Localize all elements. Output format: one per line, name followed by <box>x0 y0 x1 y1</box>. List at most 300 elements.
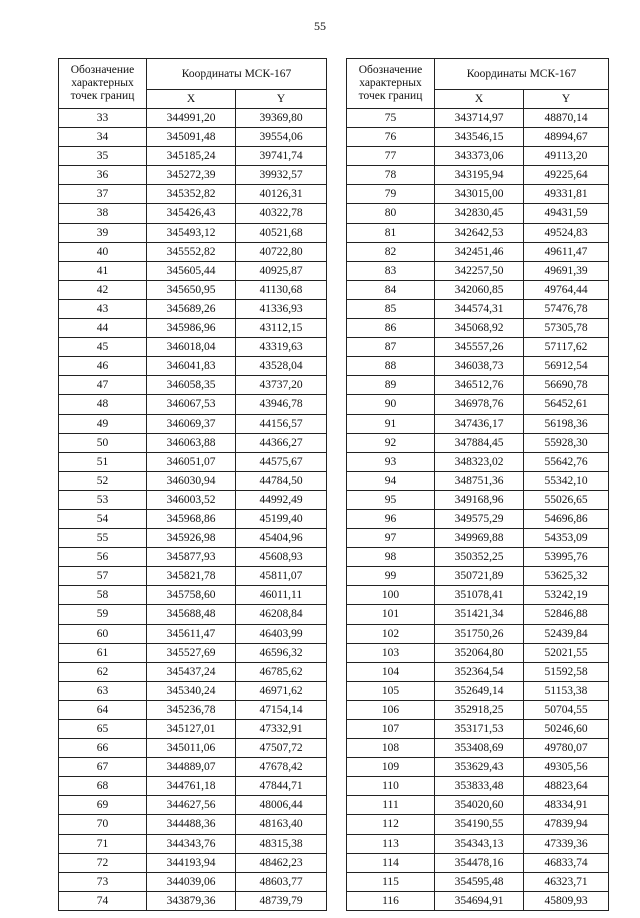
table-row <box>347 166 609 185</box>
y-coordinate-cell: 46323,71 <box>524 872 609 891</box>
table-row <box>347 357 609 376</box>
x-coordinate-cell: 345552,82 <box>147 242 236 261</box>
table-row <box>347 319 609 338</box>
point-number-cell: 45 <box>59 338 147 357</box>
y-coordinate-cell: 46971,62 <box>236 681 327 700</box>
y-coordinate-cell: 43528,04 <box>236 357 327 376</box>
x-coordinate-cell: 352649,14 <box>435 681 524 700</box>
point-number-cell: 70 <box>59 815 147 834</box>
table-row <box>59 643 327 662</box>
table-row <box>59 223 327 242</box>
y-coordinate-cell: 57305,78 <box>524 319 609 338</box>
x-coordinate-cell: 345986,96 <box>147 319 236 338</box>
point-number-cell: 69 <box>59 796 147 815</box>
y-coordinate-cell: 44784,50 <box>236 471 327 490</box>
point-number-cell: 84 <box>347 280 435 299</box>
point-number-cell: 39 <box>59 223 147 242</box>
table-row <box>347 700 609 719</box>
page-number: 55 <box>314 19 326 33</box>
point-number-cell: 93 <box>347 452 435 471</box>
table-row <box>347 376 609 395</box>
point-number-cell: 90 <box>347 395 435 414</box>
point-number-cell: 33 <box>59 109 147 128</box>
y-coordinate-cell: 47332,91 <box>236 720 327 739</box>
x-coordinate-cell: 346051,07 <box>147 452 236 471</box>
y-coordinate-cell: 44992,49 <box>236 490 327 509</box>
y-coordinate-cell: 47839,94 <box>524 815 609 834</box>
table-row <box>347 853 609 872</box>
y-coordinate-cell: 39554,06 <box>236 128 327 147</box>
table-row <box>59 338 327 357</box>
coordinates-header: Координаты МСК-167 <box>435 59 609 90</box>
x-coordinate-cell: 345605,44 <box>147 261 236 280</box>
y-coordinate-cell: 48739,79 <box>236 891 327 910</box>
table-row <box>347 471 609 490</box>
table-row <box>59 624 327 643</box>
x-coordinate-cell: 342830,45 <box>435 204 524 223</box>
x-coordinate-cell: 342642,53 <box>435 223 524 242</box>
x-coordinate-cell: 343546,15 <box>435 128 524 147</box>
point-number-cell: 105 <box>347 681 435 700</box>
y-coordinate-cell: 54353,09 <box>524 529 609 548</box>
table-row <box>347 204 609 223</box>
table-row <box>59 357 327 376</box>
x-coordinate-cell: 344889,07 <box>147 758 236 777</box>
point-number-cell: 94 <box>347 471 435 490</box>
table-row <box>347 261 609 280</box>
point-number-cell: 83 <box>347 261 435 280</box>
x-coordinate-cell: 345185,24 <box>147 147 236 166</box>
x-coordinate-cell: 348323,02 <box>435 452 524 471</box>
y-coordinate-cell: 55026,65 <box>524 490 609 509</box>
y-coordinate-cell: 44366,27 <box>236 433 327 452</box>
y-coordinate-cell: 44156,57 <box>236 414 327 433</box>
table-row <box>347 643 609 662</box>
x-coordinate-cell: 345527,69 <box>147 643 236 662</box>
point-number-cell: 103 <box>347 643 435 662</box>
x-coordinate-cell: 345689,26 <box>147 299 236 318</box>
x-coordinate-cell: 346067,53 <box>147 395 236 414</box>
y-coordinate-cell: 46208,84 <box>236 605 327 624</box>
table-row <box>59 853 327 872</box>
x-coordinate-cell: 343373,06 <box>435 147 524 166</box>
table-row <box>59 414 327 433</box>
y-coordinate-cell: 49611,47 <box>524 242 609 261</box>
point-number-cell: 89 <box>347 376 435 395</box>
table-row <box>59 834 327 853</box>
x-coordinate-cell: 343195,94 <box>435 166 524 185</box>
y-coordinate-cell: 45199,40 <box>236 509 327 528</box>
x-coordinate-cell: 346041,83 <box>147 357 236 376</box>
y-coordinate-cell: 48006,44 <box>236 796 327 815</box>
table-row <box>347 185 609 204</box>
point-number-cell: 62 <box>59 662 147 681</box>
x-coordinate-cell: 344039,06 <box>147 872 236 891</box>
y-column-header: Y <box>236 90 327 109</box>
table-row <box>59 452 327 471</box>
point-number-cell: 99 <box>347 567 435 586</box>
x-coordinate-cell: 351750,26 <box>435 624 524 643</box>
y-coordinate-cell: 40126,31 <box>236 185 327 204</box>
point-number-cell: 44 <box>59 319 147 338</box>
point-number-cell: 101 <box>347 605 435 624</box>
point-number-cell: 100 <box>347 586 435 605</box>
y-coordinate-cell: 45809,93 <box>524 891 609 910</box>
x-coordinate-cell: 346018,04 <box>147 338 236 357</box>
y-coordinate-cell: 43946,78 <box>236 395 327 414</box>
y-coordinate-cell: 45811,07 <box>236 567 327 586</box>
table-row <box>59 490 327 509</box>
point-number-cell: 47 <box>59 376 147 395</box>
table-row <box>59 109 327 128</box>
y-coordinate-cell: 47678,42 <box>236 758 327 777</box>
x-coordinate-cell: 352364,54 <box>435 662 524 681</box>
y-coordinate-cell: 49764,44 <box>524 280 609 299</box>
table-row <box>59 700 327 719</box>
y-coordinate-cell: 53625,32 <box>524 567 609 586</box>
table-row <box>59 166 327 185</box>
x-coordinate-cell: 354020,60 <box>435 796 524 815</box>
table-row <box>59 433 327 452</box>
y-coordinate-cell: 49524,83 <box>524 223 609 242</box>
point-number-cell: 106 <box>347 700 435 719</box>
point-number-cell: 64 <box>59 700 147 719</box>
point-number-cell: 34 <box>59 128 147 147</box>
y-column-header: Y <box>524 90 609 109</box>
point-number-cell: 104 <box>347 662 435 681</box>
x-coordinate-cell: 345236,78 <box>147 700 236 719</box>
point-number-cell: 67 <box>59 758 147 777</box>
y-coordinate-cell: 41130,68 <box>236 280 327 299</box>
table-body-right <box>347 109 609 911</box>
y-coordinate-cell: 56690,78 <box>524 376 609 395</box>
table-row <box>59 586 327 605</box>
table-row <box>347 529 609 548</box>
x-coordinate-cell: 346003,52 <box>147 490 236 509</box>
table-row <box>59 376 327 395</box>
table-row <box>347 662 609 681</box>
y-coordinate-cell: 46596,32 <box>236 643 327 662</box>
x-coordinate-cell: 354478,16 <box>435 853 524 872</box>
y-coordinate-cell: 43737,20 <box>236 376 327 395</box>
point-number-cell: 95 <box>347 490 435 509</box>
y-coordinate-cell: 48603,77 <box>236 872 327 891</box>
y-coordinate-cell: 52021,55 <box>524 643 609 662</box>
x-coordinate-cell: 351421,34 <box>435 605 524 624</box>
x-coordinate-cell: 345127,01 <box>147 720 236 739</box>
y-coordinate-cell: 52439,84 <box>524 624 609 643</box>
point-number-cell: 113 <box>347 834 435 853</box>
x-coordinate-cell: 354190,55 <box>435 815 524 834</box>
y-coordinate-cell: 45404,96 <box>236 529 327 548</box>
y-coordinate-cell: 54696,86 <box>524 509 609 528</box>
y-coordinate-cell: 39741,74 <box>236 147 327 166</box>
x-coordinate-cell: 345968,86 <box>147 509 236 528</box>
table-row <box>347 338 609 357</box>
table-row <box>59 204 327 223</box>
coordinates-header: Координаты МСК-167 <box>147 59 327 90</box>
table-row <box>59 509 327 528</box>
point-number-cell: 41 <box>59 261 147 280</box>
table-row <box>59 662 327 681</box>
y-coordinate-cell: 55342,10 <box>524 471 609 490</box>
x-coordinate-cell: 345091,48 <box>147 128 236 147</box>
point-number-cell: 57 <box>59 567 147 586</box>
point-number-cell: 75 <box>347 109 435 128</box>
y-coordinate-cell: 48462,23 <box>236 853 327 872</box>
point-number-cell: 109 <box>347 758 435 777</box>
x-coordinate-cell: 344627,56 <box>147 796 236 815</box>
table-row <box>347 433 609 452</box>
x-coordinate-cell: 346038,73 <box>435 357 524 376</box>
table-row <box>347 739 609 758</box>
point-number-cell: 88 <box>347 357 435 376</box>
table-row <box>347 299 609 318</box>
x-coordinate-cell: 350352,25 <box>435 548 524 567</box>
x-coordinate-cell: 347884,45 <box>435 433 524 452</box>
x-coordinate-cell: 345650,95 <box>147 280 236 299</box>
y-coordinate-cell: 49431,59 <box>524 204 609 223</box>
table-row <box>59 777 327 796</box>
x-coordinate-cell: 345688,48 <box>147 605 236 624</box>
point-number-cell: 66 <box>59 739 147 758</box>
x-coordinate-cell: 353171,53 <box>435 720 524 739</box>
table-row <box>59 891 327 910</box>
table-row <box>59 720 327 739</box>
table-row <box>347 758 609 777</box>
x-coordinate-cell: 343714,97 <box>435 109 524 128</box>
x-coordinate-cell: 344761,18 <box>147 777 236 796</box>
table-row <box>347 815 609 834</box>
y-coordinate-cell: 48870,14 <box>524 109 609 128</box>
table-row <box>59 529 327 548</box>
y-coordinate-cell: 49691,39 <box>524 261 609 280</box>
x-coordinate-cell: 345493,12 <box>147 223 236 242</box>
point-number-cell: 77 <box>347 147 435 166</box>
point-number-cell: 35 <box>59 147 147 166</box>
x-coordinate-cell: 344488,36 <box>147 815 236 834</box>
table-row <box>347 796 609 815</box>
table-row <box>347 509 609 528</box>
coordinates-table-left <box>58 58 327 911</box>
table-row <box>347 567 609 586</box>
x-coordinate-cell: 352918,25 <box>435 700 524 719</box>
y-coordinate-cell: 55642,76 <box>524 452 609 471</box>
table-row <box>347 280 609 299</box>
x-coordinate-cell: 345426,43 <box>147 204 236 223</box>
point-number-cell: 36 <box>59 166 147 185</box>
x-coordinate-cell: 346030,94 <box>147 471 236 490</box>
table-row <box>347 414 609 433</box>
y-coordinate-cell: 48823,64 <box>524 777 609 796</box>
table-row <box>59 128 327 147</box>
table-row <box>347 109 609 128</box>
point-number-cell: 53 <box>59 490 147 509</box>
point-number-cell: 56 <box>59 548 147 567</box>
x-coordinate-cell: 344193,94 <box>147 853 236 872</box>
y-coordinate-cell: 43112,15 <box>236 319 327 338</box>
point-number-cell: 91 <box>347 414 435 433</box>
x-coordinate-cell: 344343,76 <box>147 834 236 853</box>
point-number-cell: 55 <box>59 529 147 548</box>
x-coordinate-cell: 353408,69 <box>435 739 524 758</box>
y-coordinate-cell: 41336,93 <box>236 299 327 318</box>
point-number-cell: 58 <box>59 586 147 605</box>
y-coordinate-cell: 47507,72 <box>236 739 327 758</box>
x-coordinate-cell: 349168,96 <box>435 490 524 509</box>
point-number-cell: 111 <box>347 796 435 815</box>
y-coordinate-cell: 46833,74 <box>524 853 609 872</box>
table-row <box>347 128 609 147</box>
point-number-cell: 38 <box>59 204 147 223</box>
y-coordinate-cell: 57117,62 <box>524 338 609 357</box>
point-number-cell: 48 <box>59 395 147 414</box>
table-row <box>347 242 609 261</box>
point-number-cell: 98 <box>347 548 435 567</box>
point-number-cell: 73 <box>59 872 147 891</box>
x-coordinate-cell: 345557,26 <box>435 338 524 357</box>
point-number-cell: 71 <box>59 834 147 853</box>
x-coordinate-cell: 343015,00 <box>435 185 524 204</box>
y-coordinate-cell: 51592,58 <box>524 662 609 681</box>
y-coordinate-cell: 50704,55 <box>524 700 609 719</box>
point-number-cell: 63 <box>59 681 147 700</box>
x-coordinate-cell: 345272,39 <box>147 166 236 185</box>
table-row <box>59 567 327 586</box>
table-row <box>347 548 609 567</box>
y-coordinate-cell: 45608,93 <box>236 548 327 567</box>
point-number-cell: 40 <box>59 242 147 261</box>
x-coordinate-cell: 354343,13 <box>435 834 524 853</box>
x-coordinate-cell: 345352,82 <box>147 185 236 204</box>
point-number-cell: 59 <box>59 605 147 624</box>
point-number-cell: 80 <box>347 204 435 223</box>
point-number-cell: 74 <box>59 891 147 910</box>
table-row <box>347 624 609 643</box>
x-coordinate-cell: 346063,88 <box>147 433 236 452</box>
point-number-cell: 79 <box>347 185 435 204</box>
y-coordinate-cell: 49780,07 <box>524 739 609 758</box>
y-coordinate-cell: 56198,36 <box>524 414 609 433</box>
point-number-cell: 87 <box>347 338 435 357</box>
point-number-cell: 86 <box>347 319 435 338</box>
table-row <box>347 490 609 509</box>
point-number-cell: 78 <box>347 166 435 185</box>
x-coordinate-cell: 342257,50 <box>435 261 524 280</box>
x-coordinate-cell: 346512,76 <box>435 376 524 395</box>
y-coordinate-cell: 48315,38 <box>236 834 327 853</box>
x-coordinate-cell: 348751,36 <box>435 471 524 490</box>
table-row <box>59 242 327 261</box>
y-coordinate-cell: 39369,80 <box>236 109 327 128</box>
y-coordinate-cell: 44575,67 <box>236 452 327 471</box>
point-number-cell: 65 <box>59 720 147 739</box>
point-number-cell: 60 <box>59 624 147 643</box>
point-number-cell: 116 <box>347 891 435 910</box>
y-coordinate-cell: 55928,30 <box>524 433 609 452</box>
table-row <box>347 223 609 242</box>
x-coordinate-cell: 345821,78 <box>147 567 236 586</box>
y-coordinate-cell: 56452,61 <box>524 395 609 414</box>
x-coordinate-cell: 347436,17 <box>435 414 524 433</box>
y-coordinate-cell: 47154,14 <box>236 700 327 719</box>
x-coordinate-cell: 351078,41 <box>435 586 524 605</box>
y-coordinate-cell: 48994,67 <box>524 128 609 147</box>
x-coordinate-cell: 349969,88 <box>435 529 524 548</box>
table-row <box>59 185 327 204</box>
table-row <box>59 280 327 299</box>
point-number-cell: 110 <box>347 777 435 796</box>
x-coordinate-cell: 342060,85 <box>435 280 524 299</box>
y-coordinate-cell: 39932,57 <box>236 166 327 185</box>
x-coordinate-cell: 343879,36 <box>147 891 236 910</box>
x-coordinate-cell: 353833,48 <box>435 777 524 796</box>
table-row <box>59 471 327 490</box>
table-row <box>347 891 609 910</box>
table-row <box>59 739 327 758</box>
x-coordinate-cell: 350721,89 <box>435 567 524 586</box>
table-row <box>347 605 609 624</box>
point-number-cell: 76 <box>347 128 435 147</box>
table-row <box>59 548 327 567</box>
table-row <box>59 796 327 815</box>
table-row <box>59 758 327 777</box>
y-coordinate-cell: 49331,81 <box>524 185 609 204</box>
x-coordinate-cell: 344991,20 <box>147 109 236 128</box>
y-coordinate-cell: 40521,68 <box>236 223 327 242</box>
y-coordinate-cell: 49225,64 <box>524 166 609 185</box>
table-row <box>59 872 327 891</box>
designation-header: Обозначение характерных точек границ <box>347 59 435 109</box>
y-coordinate-cell: 56912,54 <box>524 357 609 376</box>
x-coordinate-cell: 345758,60 <box>147 586 236 605</box>
x-column-header: X <box>435 90 524 109</box>
y-coordinate-cell: 48334,91 <box>524 796 609 815</box>
coordinates-table-right <box>346 58 609 911</box>
point-number-cell: 102 <box>347 624 435 643</box>
y-coordinate-cell: 52846,88 <box>524 605 609 624</box>
table-row <box>347 834 609 853</box>
y-coordinate-cell: 50246,60 <box>524 720 609 739</box>
x-coordinate-cell: 344574,31 <box>435 299 524 318</box>
table-row <box>347 586 609 605</box>
point-number-cell: 46 <box>59 357 147 376</box>
y-coordinate-cell: 46011,11 <box>236 586 327 605</box>
x-coordinate-cell: 352064,80 <box>435 643 524 662</box>
point-number-cell: 112 <box>347 815 435 834</box>
y-coordinate-cell: 46785,62 <box>236 662 327 681</box>
point-number-cell: 92 <box>347 433 435 452</box>
x-coordinate-cell: 345611,47 <box>147 624 236 643</box>
table-row <box>347 720 609 739</box>
point-number-cell: 96 <box>347 509 435 528</box>
y-coordinate-cell: 40722,80 <box>236 242 327 261</box>
point-number-cell: 114 <box>347 853 435 872</box>
table-row <box>347 147 609 166</box>
designation-header: Обозначение характерных точек границ <box>59 59 147 109</box>
x-coordinate-cell: 345068,92 <box>435 319 524 338</box>
y-coordinate-cell: 51153,38 <box>524 681 609 700</box>
point-number-cell: 49 <box>59 414 147 433</box>
x-coordinate-cell: 345926,98 <box>147 529 236 548</box>
table-row <box>59 681 327 700</box>
point-number-cell: 108 <box>347 739 435 758</box>
table-row <box>59 605 327 624</box>
x-coordinate-cell: 342451,46 <box>435 242 524 261</box>
x-coordinate-cell: 346058,35 <box>147 376 236 395</box>
x-coordinate-cell: 353629,43 <box>435 758 524 777</box>
table-row <box>59 815 327 834</box>
